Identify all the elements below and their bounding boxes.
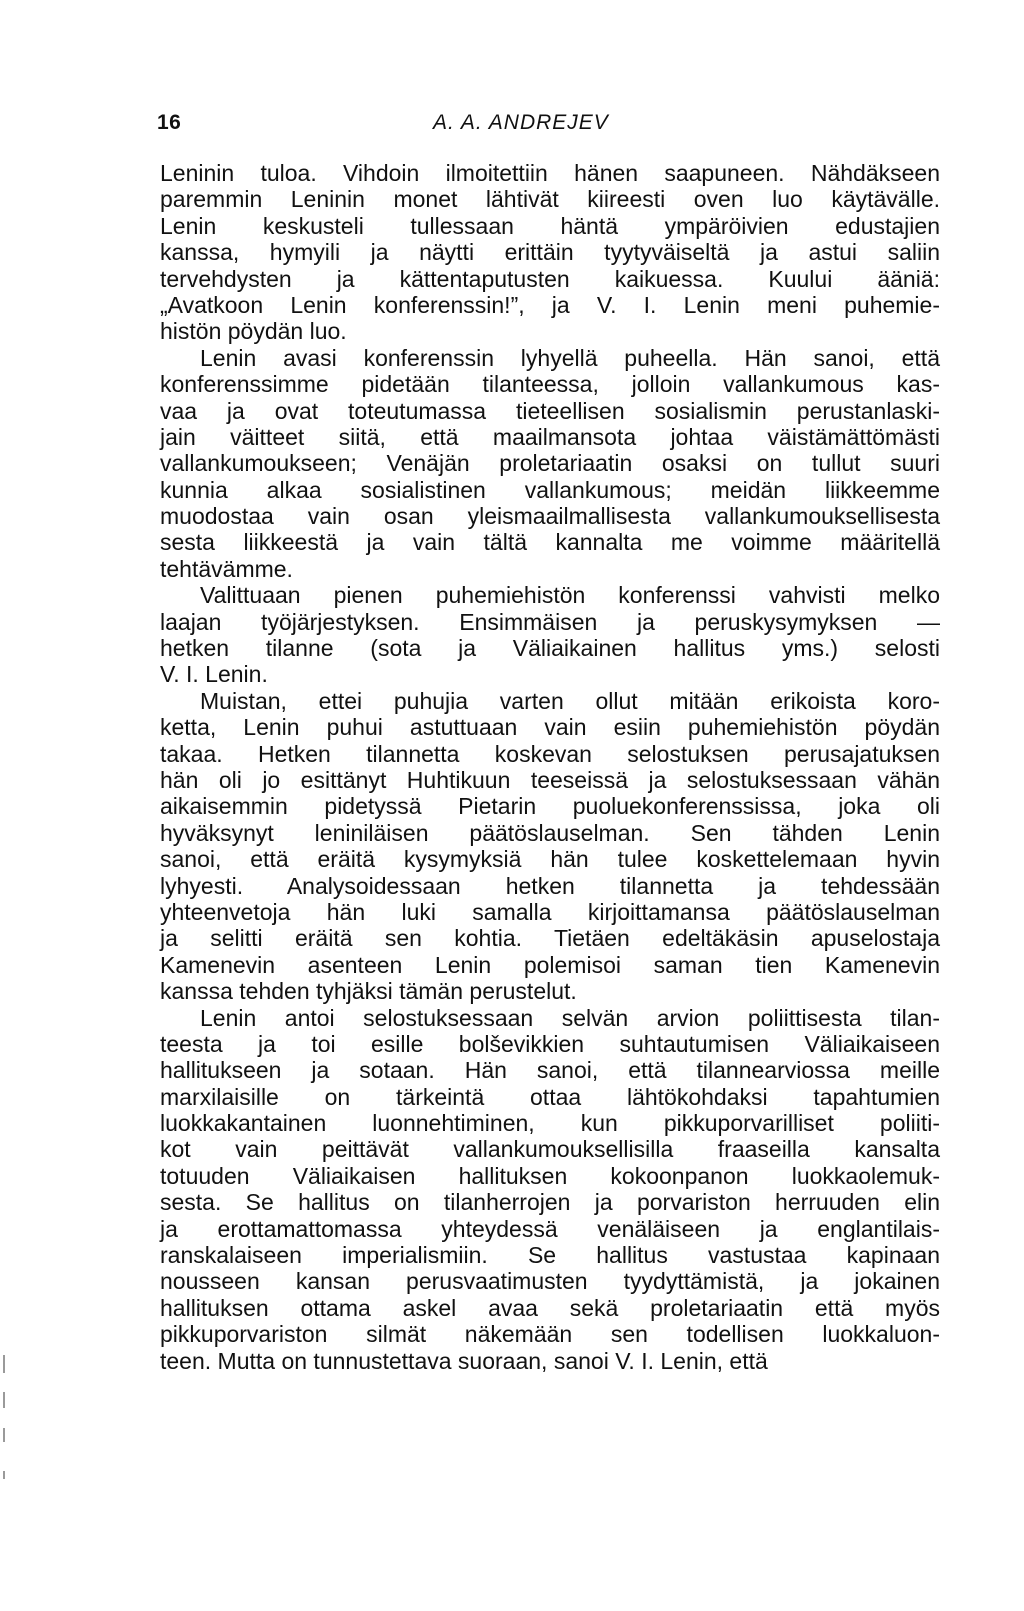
text-line: hän oli jo esittänyt Huhtikuun teeseissä ja selostuksessaan vähän	[160, 766, 940, 793]
text-line: nousseen kansan perusvaatimusten tyydyttämistä, ja jokainen	[160, 1268, 940, 1295]
text-line: jain väitteet siitä, että maailmansota johtaa väistämättömästi	[160, 423, 940, 450]
text-line: Lenin keskusteli tullessaan häntä ympäröivien edustajien	[160, 212, 940, 239]
text-line: laajan työjärjestyksen. Ensimmäisen ja peruskysymyksen —	[160, 608, 940, 635]
text-line: Lenin antoi selostuksessaan selvän arvion poliittisesta tilan-	[200, 1004, 940, 1031]
page-number: 16	[157, 111, 182, 134]
text-line: hyväksynyt leniniläisen päätöslauselman. Sen tähden Lenin	[160, 819, 940, 846]
text-line: takaa. Hetken tilannetta koskevan selostuksen perusajatuksen	[160, 740, 940, 767]
text-line: sesta. Se hallitus on tilanherrojen ja porvariston herruuden elin	[160, 1189, 940, 1216]
text-line: kanssa, hymyili ja näytti erittäin tyytyväiseltä ja astui saliin	[160, 239, 940, 266]
text-line: ketta, Lenin puhui astuttuaan vain esiin puhemiehistön pöydän	[160, 714, 940, 741]
scan-margin-mark	[3, 1355, 5, 1373]
text-line: tervehdysten ja kättentaputusten kaikuessa. Kuului ääniä:	[160, 265, 940, 292]
text-line: luokkakantainen luonnehtiminen, kun pikkuporvarilliset poliiti-	[160, 1110, 940, 1137]
text-line: ranskalaiseen imperialismiin. Se hallitus vastustaa kapinaan	[160, 1242, 940, 1269]
running-head	[157, 111, 937, 151]
text-line: paremmin Leninin monet lähtivät kiireesti oven luo käytävälle.	[160, 186, 940, 213]
text-line: Leninin tuloa. Vihdoin ilmoitettiin hänen saapuneen. Nähdäkseen	[160, 160, 940, 186]
text-line: V. I. Lenin.	[160, 661, 268, 688]
text-line: vaa ja ovat toteutumassa tieteellisen sosialismin perustanlaski-	[160, 397, 940, 424]
text-line: Kamenevin asenteen Lenin polemisoi saman tien Kamenevin	[160, 951, 940, 978]
text-line: sesta liikkeestä ja vain tältä kannalta me voimme määritellä	[160, 529, 940, 556]
running-title: A. A. ANDREJEV	[433, 111, 609, 134]
text-line: teesta ja toi esille bolševikkien suhtautumisen Väliaikaiseen	[160, 1030, 940, 1057]
text-line: konferenssimme pidetään tilanteessa, jolloin vallankumous kas-	[160, 371, 940, 398]
text-line: aikaisemmin pidetyssä Pietarin puoluekonferenssissa, joka oli	[160, 793, 940, 820]
text-line: kanssa tehden tyhjäksi tämän perustelut.	[160, 978, 577, 1005]
text-line: kunnia alkaa sosialistinen vallankumous; meidän liikkeemme	[160, 476, 940, 503]
text-line: tehtävämme.	[160, 555, 293, 582]
text-line: vallankumoukseen; Venäjän proletariaatin osaksi on tullut suuri	[160, 450, 940, 477]
text-line: yhteenvetoja hän luki samalla kirjoittamansa päätöslauselman	[160, 898, 940, 925]
text-line: histön pöydän luo.	[160, 318, 347, 345]
text-line: kot vain peittävät vallankumouksellisilla fraaseilla kansalta	[160, 1136, 940, 1163]
text-line: totuuden Väliaikaisen hallituksen kokoonpanon luokkaolemuk-	[160, 1162, 940, 1189]
text-line: pikkuporvariston silmät näkemään sen todellisen luokkaluon-	[160, 1321, 940, 1348]
body-text	[160, 160, 940, 1374]
text-line: teen. Mutta on tunnustettava suoraan, sanoi V. I. Lenin, että	[160, 1347, 768, 1374]
text-line: lyhyesti. Analysoidessaan hetken tilannetta ja tehdessään	[160, 872, 940, 899]
text-line: ja selitti eräitä sen kohtia. Tietäen edeltäkäsin apuselostaja	[160, 925, 940, 952]
text-line: sanoi, että eräitä kysymyksiä hän tulee koskettelemaan hyvin	[160, 846, 940, 873]
text-line: „Avatkoon Lenin konferenssin!”, ja V. I. Lenin meni puhemie-	[160, 291, 940, 318]
text-line: muodostaa vain osan yleismaailmallisesta vallankumouksellisesta	[160, 503, 940, 530]
text-line: hetken tilanne (sota ja Väliaikainen hallitus yms.) selosti	[160, 635, 940, 662]
scan-margin-mark	[3, 1428, 5, 1442]
text-line: hallitukseen ja sotaan. Hän sanoi, että tilannearviossa meille	[160, 1057, 940, 1084]
scan-margin-mark	[3, 1471, 5, 1479]
text-line: Muistan, ettei puhujia varten ollut mitään erikoista koro-	[200, 687, 940, 714]
text-line: hallituksen ottama askel avaa sekä proletariaatin että myös	[160, 1294, 940, 1321]
text-line: ja erottamattomassa yhteydessä venäläiseen ja englantilais-	[160, 1215, 940, 1242]
text-line: Valittuaan pienen puhemiehistön konferenssi vahvisti melko	[200, 582, 940, 609]
text-line: Lenin avasi konferenssin lyhyellä puheella. Hän sanoi, että	[200, 344, 940, 371]
scan-margin-mark	[3, 1392, 5, 1408]
text-line: marxilaisille on tärkeintä ottaa lähtökohdaksi tapahtumien	[160, 1083, 940, 1110]
